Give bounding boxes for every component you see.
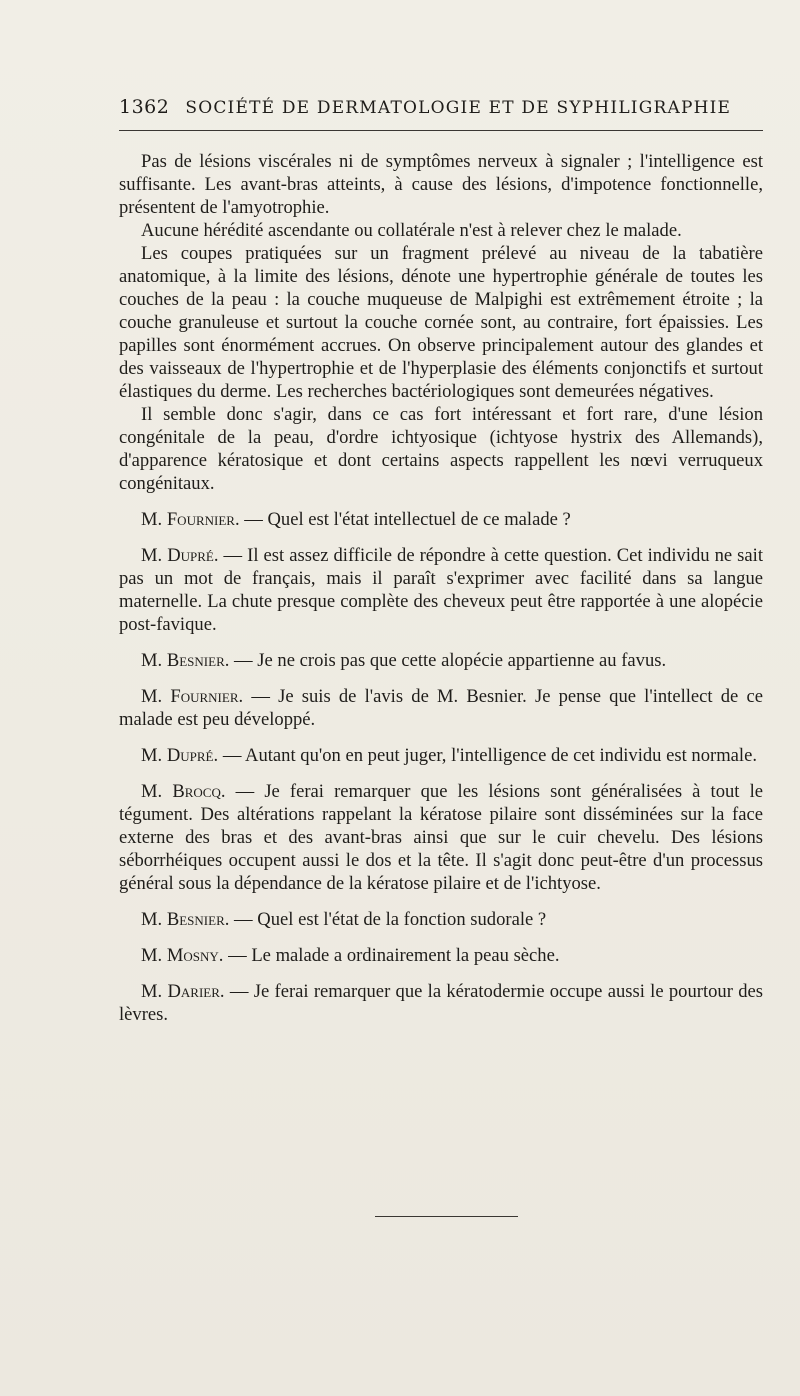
discussion-reply bbox=[119, 685, 763, 731]
discussion-reply bbox=[119, 544, 763, 636]
reply-text: . — Je ne crois pas que cette alopécie appartienne au favus. bbox=[224, 650, 667, 671]
paragraph: Les coupes pratiquées sur un fragment prélevé au niveau de la tabatière anatomique, à la limite des lésions, dénote une hypertrophie générale de toutes les couches de la peau : la couche muqueuse de Malpighi est extrêmement étroite ; la couche granuleuse et surtout la couche cornée sont, au contraire, fort épaissies. Les papilles sont énormément accrues. On observe principalement autour des glandes et des vaisseaux de l'hypertrophie et de l'hyperplasie des éléments conjonctifs et surtout élastiques du derme. Les recherches bactériologiques sont demeurées négatives. bbox=[119, 243, 763, 402]
speaker-prefix: M. bbox=[141, 545, 163, 566]
speaker-prefix: M. bbox=[141, 781, 163, 802]
speaker-name: Brocq bbox=[172, 781, 221, 802]
discussion-reply bbox=[119, 780, 763, 895]
speaker-prefix: M. bbox=[141, 945, 163, 966]
discussion-reply bbox=[119, 649, 763, 672]
speaker-name: Fournier bbox=[170, 686, 239, 707]
speaker-prefix: M. bbox=[141, 981, 163, 1002]
paragraph: Pas de lésions viscérales ni de symptômes nerveux à signaler ; l'intelligence est suffisante. Les avant-bras atteints, à cause des lésions, d'impotence fonctionnelle, présentent de l'amyotrophie. bbox=[119, 151, 763, 218]
speaker-prefix: M. bbox=[141, 686, 163, 707]
speaker-name: Dupré bbox=[166, 745, 214, 766]
paragraph: Aucune hérédité ascendante ou collatérale n'est à relever chez le malade. bbox=[141, 220, 682, 241]
reply-text: . — Je ferai remarquer que la kératodermie occupe aussi le pourtour des lèvres. bbox=[119, 981, 763, 1025]
speaker-prefix: M. bbox=[141, 909, 163, 930]
text-body bbox=[119, 150, 763, 1026]
page-header bbox=[119, 96, 763, 118]
reply-text: . — Autant qu'on en peut juger, l'intelligence de cet individu est normale. bbox=[213, 745, 758, 766]
speaker-prefix: M. bbox=[141, 509, 163, 530]
speaker-name: Besnier bbox=[166, 909, 225, 930]
reply-text: . — Quel est l'état de la fonction sudorale ? bbox=[224, 909, 547, 930]
discussion-reply bbox=[119, 508, 763, 531]
section-end-rule bbox=[375, 1216, 518, 1217]
running-title: SOCIÉTÉ DE DERMATOLOGIE ET DE SYPHILIGRAPHIE bbox=[185, 98, 732, 118]
reply-text: . — Je suis de l'avis de M. Besnier. Je pense que l'intellect de ce malade est peu développé. bbox=[119, 686, 763, 730]
page-number: 1362 bbox=[119, 96, 170, 118]
discussion-reply bbox=[119, 980, 763, 1026]
reply-text: . — Quel est l'état intellectuel de ce malade ? bbox=[234, 509, 571, 530]
discussion-reply bbox=[119, 744, 763, 767]
paragraph: Il semble donc s'agir, dans ce cas fort intéressant et fort rare, d'une lésion congénitale de la peau, d'ordre ichtyosique (ichtyose hystrix des Allemands), d'apparence kératosique et dont certains aspects rappellent les nœvi verruqueux congénitaux. bbox=[119, 404, 763, 494]
speaker-name: Dupré bbox=[167, 545, 214, 566]
discussion-reply bbox=[119, 944, 763, 967]
speaker-prefix: M. bbox=[141, 745, 163, 766]
reply-text: . — Le malade a ordinairement la peau sèche. bbox=[218, 945, 560, 966]
speaker-name: Besnier bbox=[166, 650, 225, 671]
reply-text: . — Il est assez difficile de répondre à cette question. Cet individu ne sait pas un mot de français, mais il paraît s'exprimer avec facilité dans sa langue maternelle. La chute presque complète des cheveux peut être rapportée à une alopécie post-favique. bbox=[119, 545, 763, 635]
speaker-prefix: M. bbox=[141, 650, 163, 671]
header-rule bbox=[119, 130, 763, 131]
discussion-reply bbox=[119, 908, 763, 931]
speaker-name: Fournier bbox=[166, 509, 235, 530]
reply-text: . — Je ferai remarquer que les lésions sont généralisées à tout le tégument. Des altérations rappelant la kératose pilaire sont disséminées sur la face externe des bras et des avant-bras ainsi que sur le cuir chevelu. Des lésions séborrhéiques occupent aussi le dos et la tête. Il s'agit donc peut-être d'un processus général sous la dépendance de la kératose pilaire et de l'ichtyose. bbox=[119, 781, 763, 894]
speaker-name: Darier bbox=[167, 981, 220, 1002]
speaker-name: Mosny bbox=[166, 945, 219, 966]
